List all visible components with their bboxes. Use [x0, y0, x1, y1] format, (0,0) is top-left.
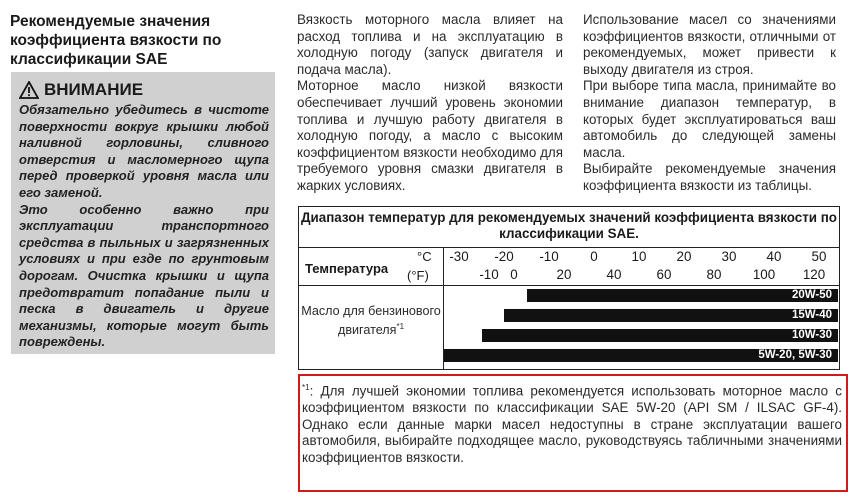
- middle-column: [297, 12, 563, 195]
- oil-label: Масло для бензинового двигателя$^{*1}$: [301, 304, 441, 338]
- celsius-tick: 20: [676, 249, 692, 264]
- celsius-tick: 30: [721, 249, 737, 264]
- footnote-box: [298, 374, 848, 492]
- fahrenheit-tick: 80: [706, 267, 722, 282]
- viscosity-bar: 15W-40: [504, 309, 838, 322]
- viscosity-table: [298, 206, 840, 370]
- fahrenheit-tick: -10: [479, 267, 499, 282]
- warning-triangle-icon: [19, 81, 39, 99]
- paragraph: При выборе типа масла, принимайте во внимание диапазон температур, в которых будет эксплуатироваться ваш автомобиль до следующей замены масла.: [583, 78, 836, 160]
- warning-body: [19, 102, 269, 351]
- paragraph: Вязкость моторного масла влияет на расход топлива и на эксплуатацию в холодную погоду (запуск двигателя и подача масла).: [297, 12, 563, 77]
- viscosity-bar: 5W-20, 5W-30: [444, 349, 838, 362]
- warning-title: ВНИМАНИЕ: [44, 80, 144, 99]
- celsius-tick: 40: [766, 249, 782, 264]
- footnote-text: : Для лучшей экономии топлива рекомендуется использовать моторное масло с коэффициентом вязкости по классификации SAE 5W-20 (API SM / ILSAC GF-4). Однако если данные марки масел недоступны в стране эксплуатации вашего автомобиля, выбирайте подходящее масло, руководствуясь табличными значениями коэффициентов вязкости.: [302, 383, 842, 465]
- celsius-tick: -20: [494, 249, 514, 264]
- warning-box: [11, 72, 275, 354]
- viscosity-bar: 10W-30: [482, 329, 839, 342]
- warning-header: [19, 80, 143, 100]
- celsius-tick: 0: [590, 249, 598, 264]
- warning-paragraph: Это особенно важно при эксплуатации транспортного средства в пыльных и загрязненных условиях и при езде по грунтовым дорогам. Очистка крышки и щупа предотвратит попадание пыли и песка в двигатель и другие механизмы, которые могут быть повреждены.: [19, 201, 269, 350]
- fahrenheit-tick: 60: [656, 267, 672, 282]
- fahrenheit-tick: 120: [802, 267, 826, 282]
- table-title: Диапазон температур для рекомендуемых значений коэффициента вязкости по классификации SAE.: [301, 210, 837, 241]
- celsius-tick: -10: [539, 249, 559, 264]
- paragraph: Использование масел со значениями коэффициентов вязкости, отличными от рекомендуемых, может привести к выходу двигателя из строя.: [583, 12, 836, 77]
- unit-celsius: °C: [417, 249, 432, 264]
- unit-fahrenheit: (°F): [407, 268, 429, 283]
- temperature-label: Температура: [305, 261, 389, 276]
- footnote-mark: *1: [302, 383, 310, 392]
- viscosity-bar: 20W-50: [527, 289, 839, 302]
- paragraph: Выбирайте рекомендуемые значения коэффициента вязкости из таблицы.: [583, 161, 836, 193]
- footnote-mark: *1: [396, 322, 405, 331]
- fahrenheit-tick: 0: [510, 267, 518, 282]
- fahrenheit-tick: 100: [752, 267, 776, 282]
- right-column: [583, 12, 836, 195]
- celsius-tick: -30: [449, 249, 469, 264]
- fahrenheit-tick: 40: [606, 267, 622, 282]
- paragraph: Моторное масло низкой вязкости обеспечивает лучший уровень экономии топлива и лучшую работу двигателя в холодную погоду, а масло с высоким коэффициентом вязкости необходимо для требуемого уровня смазки двигателя в жарких условиях.: [297, 78, 563, 193]
- celsius-tick: 10: [631, 249, 647, 264]
- footnote: [302, 380, 842, 466]
- celsius-tick: 50: [811, 249, 827, 264]
- fahrenheit-tick: 20: [556, 267, 572, 282]
- warning-paragraph: Обязательно убедитесь в чистоте поверхности вокруг крышки любой наливной горловины, сливного отверстия и масломерного щупа перед проверкой уровня масла или его заменой.: [19, 102, 269, 200]
- section-title: Рекомендуемые значения коэффициента вязкости по классификации SAE: [10, 13, 222, 68]
